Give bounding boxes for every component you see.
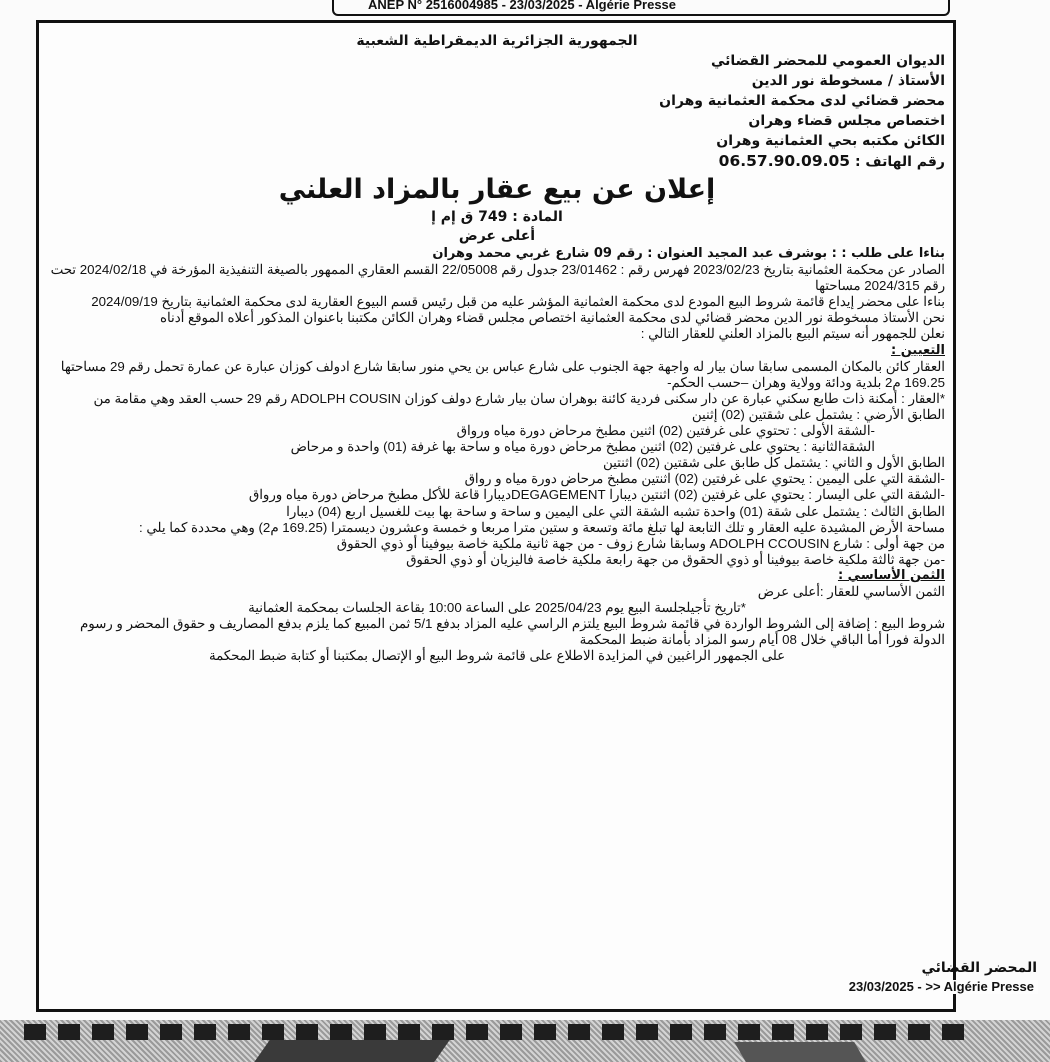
boundary-line-1: من جهة أولى : شارع ADOLPH CCOUSIN وسابقا شارع زوف - من جهة ثانية ملكية خاصة بيوفينا أو ذوي الحقوق — [336, 535, 945, 551]
request-paragraph: بناءا على طلب : : بوشرف عبد المجيد العنوان : رقم 09 شارع غربي محمد وهران — [432, 246, 945, 261]
scan-smudge-2 — [734, 1042, 866, 1062]
conditions-deposit-paragraph: بناءا على محضر إيداع قائمة شروط البيع المودع لدى محكمة العثمانية المؤشر عليه من قبل رئيس قسم البيوع العقارية لدى محكمة العثمانية بتاريخ 2024/09/19 — [91, 294, 945, 310]
notice-frame — [36, 20, 956, 1012]
article-line: المادة : 749 ق إم إ — [431, 209, 563, 225]
ground-floor-line: الطابق الأرضي : يشتمل على شقتين (02) إثنين — [691, 406, 945, 422]
boundary-line-2: -من جهة ثالثة ملكية خاصة بيوفينا أو ذوي الحقوق من جهة رابعة ملكية خاصة فاليزيان أو ذوي الحقوق — [406, 551, 945, 567]
land-area-paragraph: مساحة الأرض المشيدة عليه العقار و تلك التابعة لها تبلغ مائة وتسعة و ستين مترا مربعا و خمسة وعشرون ديسمترا (169.25 م2) وهي محددة كما يلي : — [138, 519, 945, 535]
notice-content — [49, 31, 945, 664]
scan-smudge — [254, 1040, 449, 1062]
office-line: الديوان العمومي للمحضر القضائي — [710, 53, 945, 69]
phone-label: رقم الهاتف : — [854, 154, 945, 170]
left-apartment-line: -الشقة التي على اليسار : يحتوي على غرفتين (02) اثنتين ديبارا DEGAGEMENTديبارا قاعة للأكل مطبخ مرحاض دورة مياه ورواق — [248, 487, 945, 503]
third-floor-line: الطابق الثالث : يشتمل على شقة (01) واحدة تشبه الشقة التي على اليمين و ساحة و ساحة بها بيت للغسيل اربع (04) ديبارا — [286, 503, 945, 519]
first-second-floor-line: الطابق الأول و الثاني : يشتمل كل طابق على شقتين (02) اثنتين — [602, 455, 945, 471]
signature: المحضر القضائي — [921, 960, 1037, 976]
highest-offer-line: أعلى عرض — [458, 228, 536, 244]
second-apartment-line: الشقةالثانية : يحتوي على غرفتين (02) اثنين مطبخ مرحاض دورة مياه و ساحة بها غرفة (01) واحدة و مرحاض — [290, 439, 875, 455]
sale-conditions-paragraph: شروط البيع : إضافة إلى الشروط الواردة في قائمة شروط البيع يلتزم الراسي عليه المزاد بدفع 5/1 ثمن المبيع كما يلزم بدفع المصاريف و حقوق المحضر و رسوم الدولة فورا أما الباقي خلال 08 أيام رسو المزاد بأمانة ضبط المحكمة — [79, 616, 945, 648]
sale-date-line: *تاريخ تأجيلجلسة البيع يوم 2025/04/23 على الساعة 10:00 بقاعة الجلسات بمحكمة العثمانية — [248, 600, 746, 616]
judgment-paragraph: الصادر عن محكمة العثمانية بتاريخ 2023/02/23 فهرس رقم : 23/01462 جدول رقم 22/05008 القسم العقاري الممهور بالصيغة التنفيذية المؤرخة في 2024/02/18 تحت رقم 2024/315 مساحتها — [50, 262, 945, 294]
first-apartment-line: -الشقة الأولى : تحتوي على غرفتين (02) اثنين مطبخ مرحاض دورة مياه ورواق — [456, 423, 875, 439]
right-apartment-line: -الشقة التي على اليمين : يحتوي على غرفتين (02) اثنتين مطبخ مرحاض دورة مياه و رواق — [464, 471, 945, 487]
phone-line — [49, 151, 945, 172]
property-location-paragraph: العقار كائن بالمكان المسمى سابقا سان بيار له واجهة جهة الجنوب على شارع عباس بن يحي منور سابقا شارع ادولف كوزان عبارة عن عمارة تحمل رقم 29 مساحتها 169.25 م2 بلدية ودائة وولاية وهران –حسب الحكم- — [60, 358, 945, 390]
reference-strip-text: ANEP N° 2516004985 - 23/03/2025 - Algérie Presse — [368, 0, 677, 12]
phone-number: 06.57.90.09.05 — [718, 152, 851, 170]
property-description-paragraph: *العقار : أمكنة ذات طابع سكني عبارة عن دار سكنى فردية كائنة بوهران سان بيار شارع دولف كوزان ADOLPH COUSIN رقم 29 حسب العقد وهي مقامة من — [93, 390, 945, 406]
court-line: محضر قضائي لدى محكمة العثمانية وهران — [659, 93, 945, 109]
reference-strip — [332, 0, 950, 16]
base-price-heading: الثمن الأساسي : — [837, 567, 945, 583]
designation-heading: التعيين : — [890, 342, 945, 358]
dashed-border — [24, 1024, 974, 1040]
announcement-paragraph: نعلن للجمهور أنه سيتم البيع بالمزاد العلني للعقار التالي : — [640, 326, 945, 342]
bailiff-name: الأستاذ / مسخوطة نور الدين — [751, 73, 945, 89]
public-notice-line: على الجمهور الراغبين في المزايدة الاطلاع على قائمة شروط البيع أو الإتصال بمكتبنا أو كتابة ضبط المحكمة — [208, 648, 786, 664]
base-price-line: الثمن الأساسي للعقار :أعلى عرض — [757, 583, 945, 599]
address-line: الكائن مكتبه بحي العثمانية وهران — [716, 133, 945, 149]
republic-heading: الجمهورية الجزائرية الديمقراطية الشعبية — [356, 33, 638, 49]
notice-title: إعلان عن بيع عقار بالمزاد العلني — [278, 174, 716, 205]
footer-source: 23/03/2025 - >> Algérie Presse — [845, 980, 1038, 994]
jurisdiction-line: اختصاص مجلس قضاء وهران — [748, 113, 945, 129]
bailiff-paragraph: نحن الأستاذ مسخوطة نور الدين محضر قضائي لدى محكمة العثمانية اختصاص مجلس قضاء وهران الكائن مكتبنا باعنوان المذكور أعلاه الموقع أدناه — [160, 310, 945, 326]
